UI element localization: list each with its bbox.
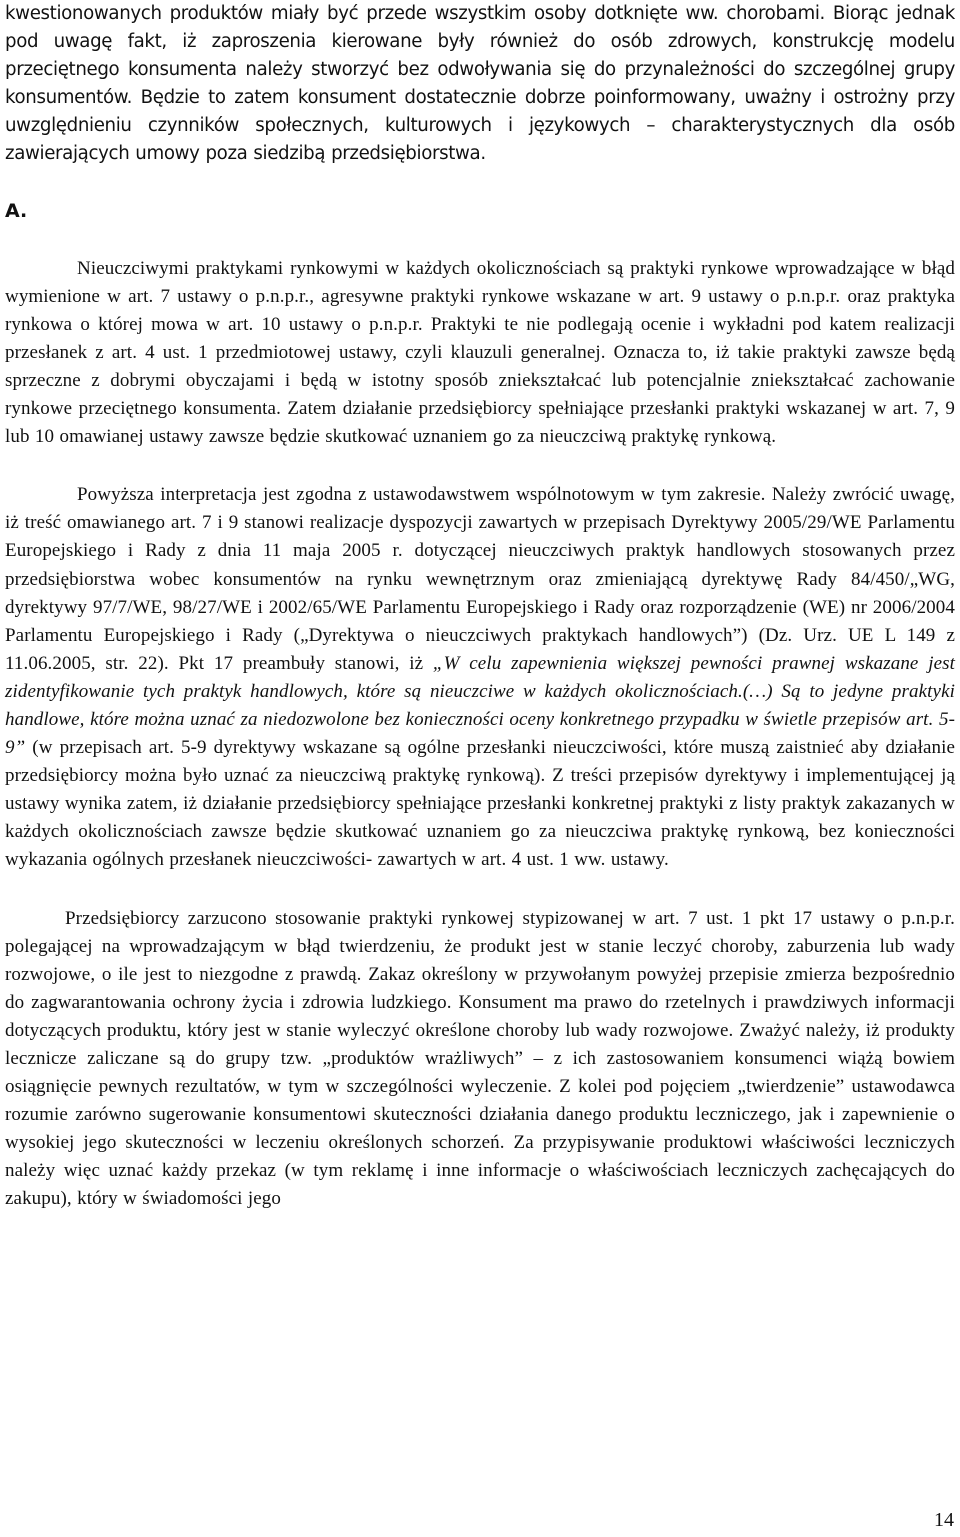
section-heading-a: A. (5, 199, 28, 222)
directive-preamble-quote: „W celu zapewnienia większej pewności prawnej wskazane jest zidentyfikowanie tych praktyk handlowych, które są nieuczciwe w każdych okolicznościach.(…) Są to jedyne praktyki handlowe, które można uznać za niedozwolone bez konieczności oceny konkretnego przypadku w świetle przepisów art. 5-9” (5, 652, 956, 759)
paragraph-unfair-practices: Nieuczciwymi praktykami rynkowymi w każdych okolicznościach są praktyki rynkowe wprowadzające w błąd wymienione w art. 7 ustawy o p.n.p.r., agresywne praktyki rynkowe wskazane w art. 9 ustawy o p.n.p.r. oraz praktyka rynkowa o której mowa w art. 10 ustawy o p.n.p.r. Praktyki te nie podlegają ocenie i wykładni pod katem realizacji przesłanek z art. 4 ust. 1 przedmiotowej ustawy, czyli klauzuli generalnej. Oznacza to, iż takie praktyki zawsze będą sprzeczne z dobrymi obyczajami i będą w istotny sposób zniekształcać lub potencjalnie zniekształcać zachowanie rynkowe przeciętnego konsumenta. Zatem działanie przedsiębiorcy spełniające przesłanki praktyki wskazanej w art. 7, 9 lub 10 omawianej ustawy zawsze będzie skutkować uznaniem go za nieuczciwą praktykę rynkową. (5, 257, 955, 448)
document-page (5, 0, 955, 1214)
paragraph-eu-directive-continuation: (w przepisach art. 5-9 dyrektywy wskazane są ogólne przesłanki nieuczciwości, które muszą zaistnieć aby działanie przedsiębiorcy można było uznać za nieuczciwą praktykę rynkową). Z treści przepisów dyrektywy i implementującej ją ustawy wynika zatem, iż działanie przedsiębiorcy spełniające przesłanki konkretnej praktyki z listy praktyk zakazanych w każdych okolicznościach zawsze będzie skutkować uznaniem go za nieuczciwa praktykę rynkową, bez konieczności wykazania ogólnych przesłanek nieuczciwości- zawartych w art. 4 ust. 1 ww. ustawy. (5, 737, 955, 871)
page-number: 14 (934, 1509, 954, 1531)
paragraph-eu-directive-text: Powyższa interpretacja jest zgodna z ustawodawstwem wspólnotowym w tym zakresie. Należy zwrócić uwagę, iż treść omawianego art. 7 i 9 stanowi realizacje dyspozycji zawartych w przepisach Dyrektywy 2005/29/WE Parlamentu Europejskiego i Rady z dnia 11 maja 2005 r. dotyczącej nieuczciwych praktyk handlowych stosowanych przez przedsiębiorstwa wobec konsumentów na rynku wewnętrznym oraz zmieniającą dyrektywę Rady 84/450/„WG, dyrektywy 97/7/WE, 98/27/WE i 2002/65/WE Parlamentu Europejskiego i Rady oraz rozporządzenie (WE) nr 2006/2004 Parlamentu Europejskiego i Rady („Dyrektywa o nieuczciwych praktykach handlowych”) (Dz. Urz. UE L 149 z 11.06.2005, str. 22). Pkt 17 preambuły stanowi, iż (5, 484, 955, 674)
paragraph-gap (5, 169, 955, 197)
paragraph-medicinal-claims: Przedsiębiorcy zarzucono stosowanie praktyki rynkowej stypizowanej w art. 7 ust. 1 pkt 17 ustawy o p.n.p.r. polegającej na wprowadzającym w błąd twierdzeniu, że produkt jest w stanie leczyć choroby, zaburzenia lub wady rozwojowe, o ile jest to niezgodne z prawdą. Zakaz określony w przywołanym powyżej przepisie zmierza bezpośrednio do zagwarantowania ochrony życia i zdrowia ludzkiego. Konsument ma prawo do rzetelnych i prawdziwych informacji dotyczących produktu, który jest w stanie wyleczyć określone choroby lub wady rozwojowe. Zważyć należy, iż produkty lecznicze zaliczane są do grupy tzw. „produktów wrażliwych” – z ich zastosowaniem konsumenci wiążą bowiem osiągnięcie pewnych rezultatów, w tym w szczególności wyleczenie. Z kolei pod pojęciem „twierdzenie” ustawodawca rozumie zarówno sugerowanie konsumentowi skuteczności działania danego produktu leczniczego, jak i zapewnienie o wysokiej jego skuteczności w leczeniu określonych schorzeń. Za przypisywanie produktowi właściwości leczniczych należy więc uznać każdy przekaz (w tym reklamę i inne informacje o właściwościach leczniczych zachęcających do zakupu), który w świadomości jego (5, 907, 955, 1210)
paragraph-consumer-model: kwestionowanych produktów miały być przede wszystkim osoby dotknięte ww. chorobami. Biorąc jednak pod uwagę fakt, iż zaproszenia kierowane były również do osób zdrowych, konstrukcję modelu przeciętnego konsumenta należy stworzyć bez odwoływania się do przynależności do szczególnej grupy konsumentów. Będzie to zatem konsument dostatecznie dobrze poinformowany, uważny i ostrożny przy uwzględnieniu czynników społecznych, kulturowych i językowych – charakterystycznych dla osób zawierających umowy poza siedzibą przedsiębiorstwa. (5, 3, 955, 165)
paragraph-gap (5, 225, 955, 255)
paragraph-gap (5, 875, 955, 905)
paragraph-gap (5, 451, 955, 481)
paragraph-eu-directive (5, 481, 955, 874)
